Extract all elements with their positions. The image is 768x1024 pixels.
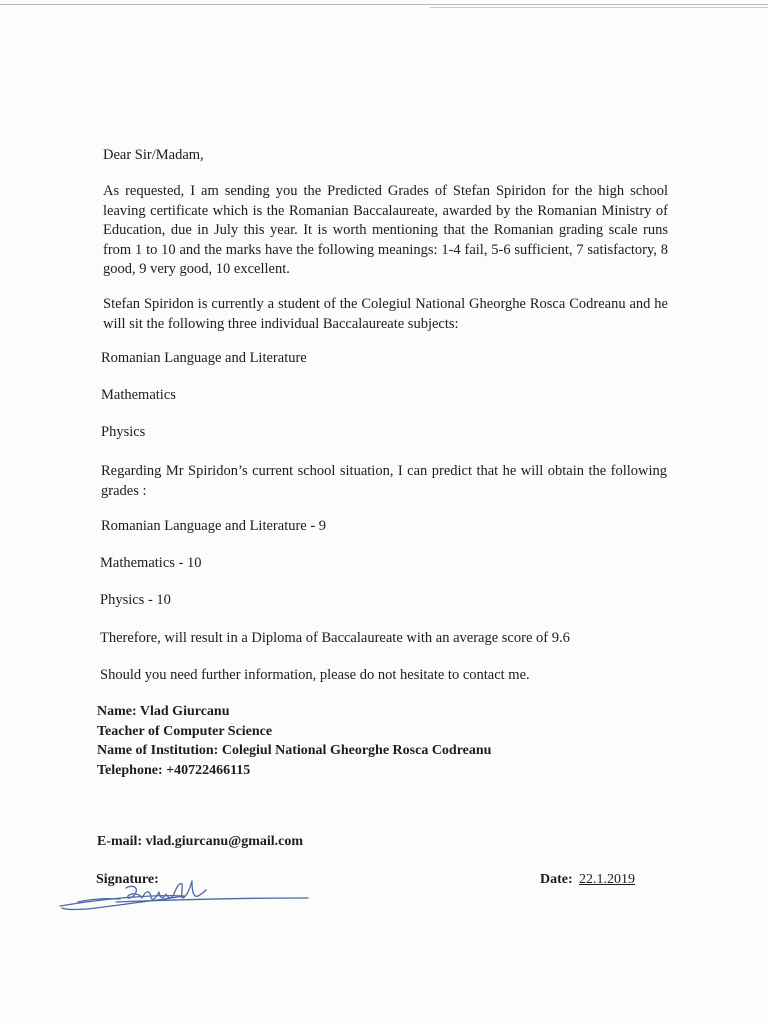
paragraph-prediction: Regarding Mr Spiridon’s current school situation, I can predict that he will obtain the following grades : xyxy=(101,463,667,499)
scan-edge-line xyxy=(430,7,768,8)
grade-item: Romanian Language and Literature - 9 xyxy=(101,518,327,534)
subject-item: Mathematics xyxy=(101,387,176,403)
paragraph-intro: As requested, I am sending you the Predicted Grades of Stefan Spiridon for the high school leaving certificate which is the Romanian Baccalaureate, awarded by the Romanian Ministry of Education, due in July this year. It is worth mentioning that the Romanian grading scale runs from 1 to 10 and the marks have the following meanings: 1-4 fail, 5-6 sufficient, 7 satisfactory, 8 good, 9 very good, 10 excellent. xyxy=(103,183,668,278)
paragraph-student: Stefan Spiridon is currently a student of the Colegiul National Gheorghe Rosca Codreanu and he will sit the following three individual Baccalaureate subjects: xyxy=(103,296,668,332)
date-label: Date: xyxy=(540,872,573,887)
signature-label: Signature: xyxy=(96,872,159,887)
salutation: Dear Sir/Madam, xyxy=(103,147,204,163)
contact-name: Name: Vlad Giurcanu xyxy=(97,704,230,719)
contact-telephone: Telephone: +40722466115 xyxy=(97,763,251,778)
grade-item: Mathematics - 10 xyxy=(100,555,202,571)
conclusion-text: Therefore, will result in a Diploma of Baccalaureate with an average score of 9.6 xyxy=(100,630,570,646)
closing-text: Should you need further information, please do not hesitate to contact me. xyxy=(100,667,530,683)
subject-item: Physics xyxy=(101,424,146,440)
contact-role: Teacher of Computer Science xyxy=(97,724,273,739)
handwritten-signature xyxy=(56,872,316,916)
scan-edge-line xyxy=(0,4,768,5)
date-value: 22.1.2019 xyxy=(579,872,635,887)
subject-item: Romanian Language and Literature xyxy=(101,350,307,366)
grade-item: Physics - 10 xyxy=(100,592,171,608)
contact-institution: Name of Institution: Colegiul National Gheorghe Rosca Codreanu xyxy=(97,743,492,758)
contact-email: E-mail: vlad.giurcanu@gmail.com xyxy=(97,834,304,849)
